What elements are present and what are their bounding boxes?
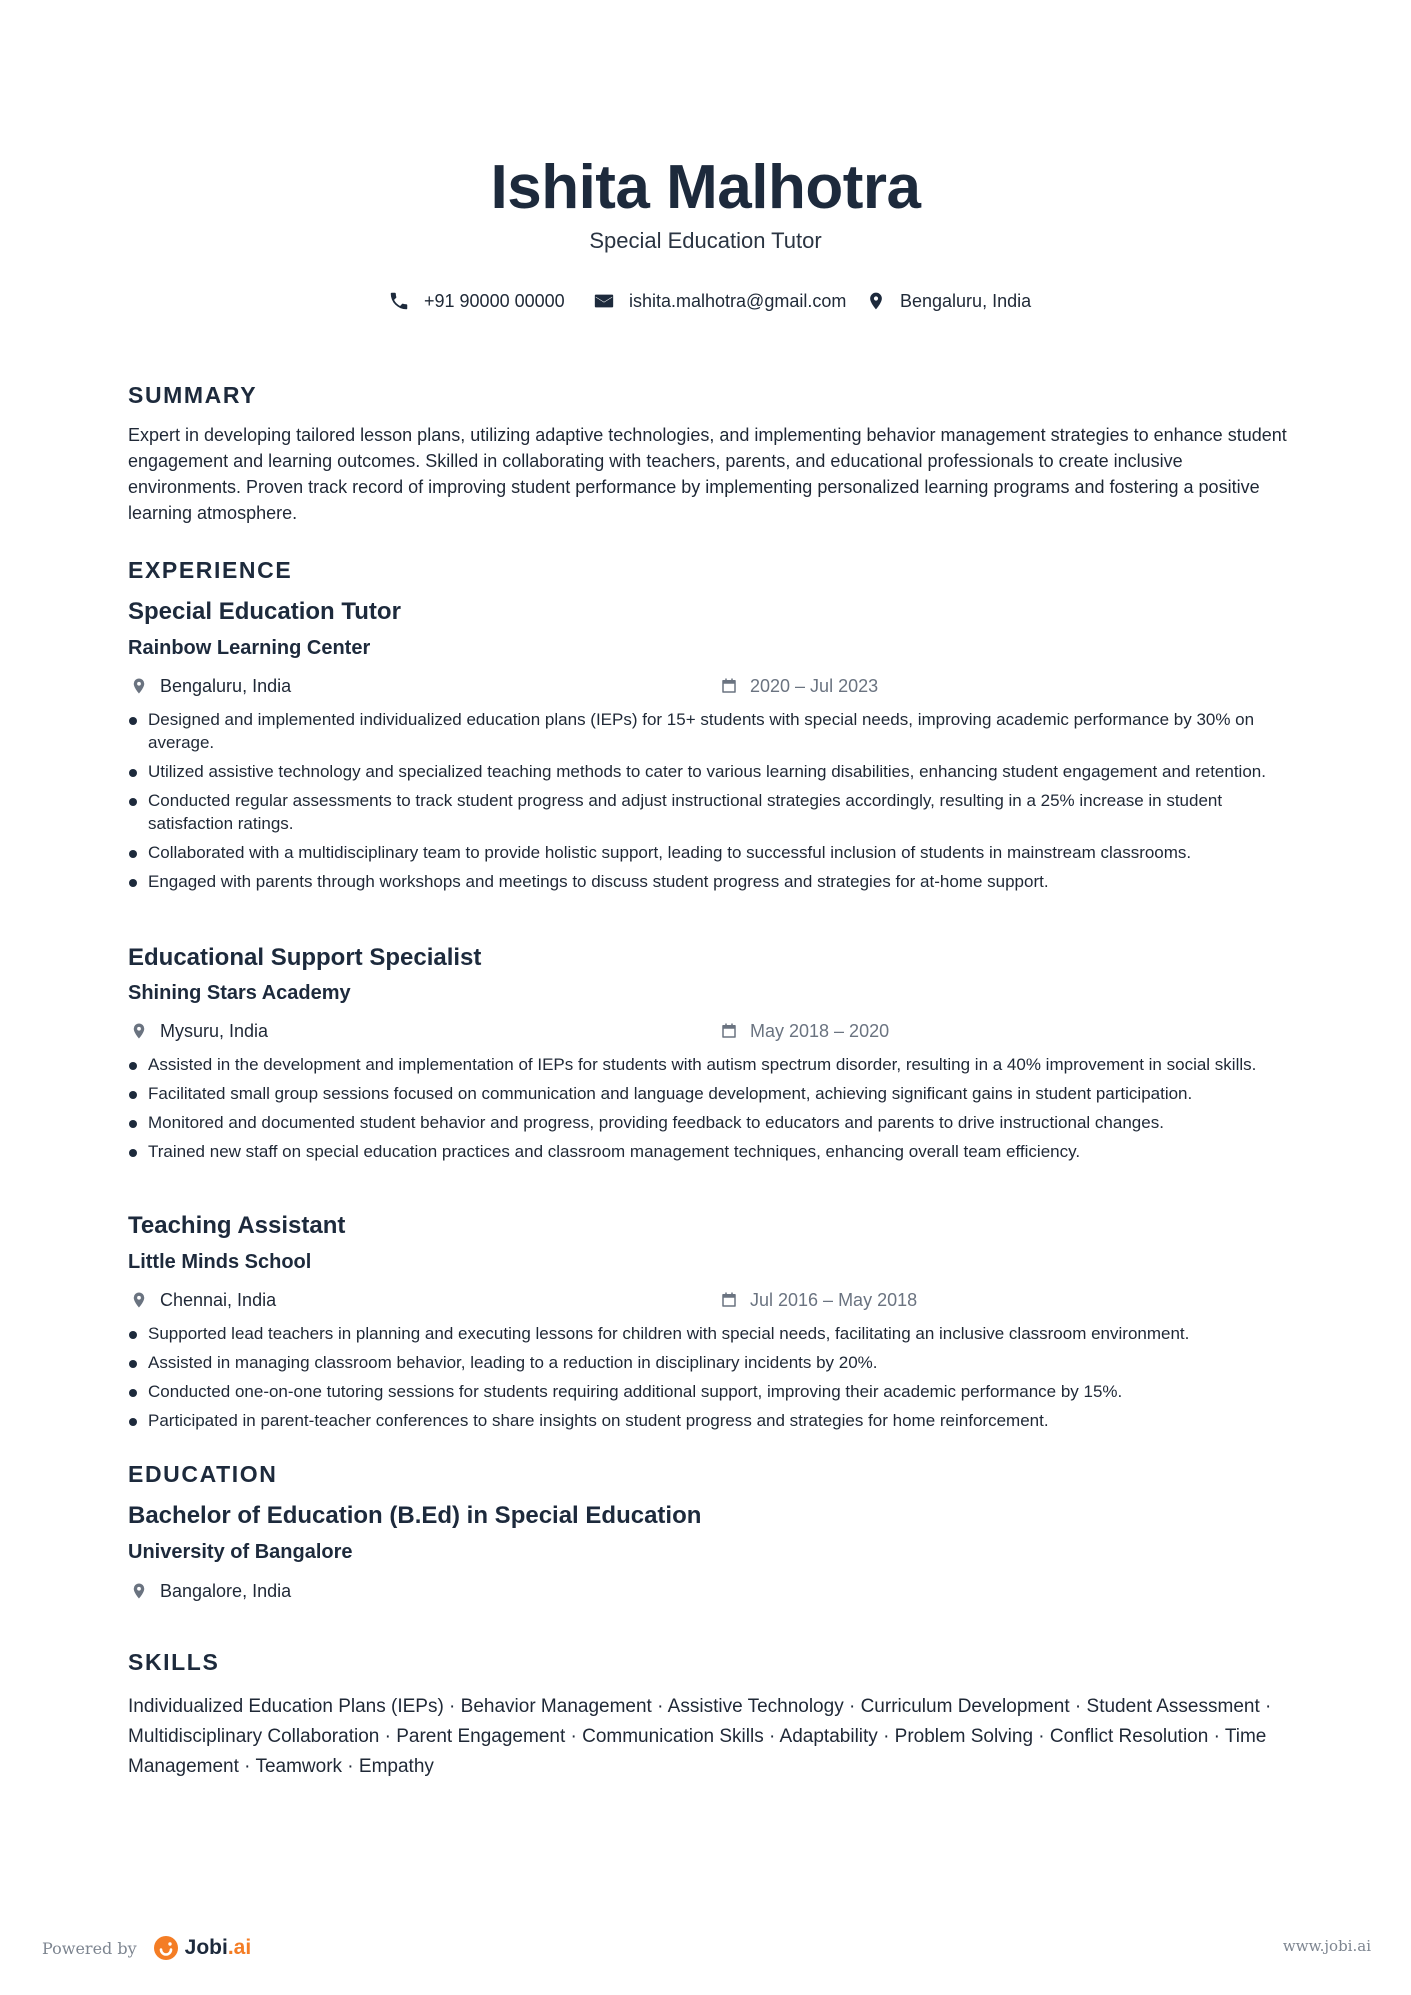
company-name: Little Minds School — [128, 1251, 312, 1273]
summary-text: Expert in developing tailored lesson plans, utilizing adaptive technologies, and implementing behavior management strategies to enhance student engagement and learning outcomes. Skilled in collaborating with teachers, parents, and educational professionals to create inclusive environments. Proven track record of improving student performance by implementing personalized learning programs and fostering a positive learning atmosphere. — [128, 425, 1287, 523]
job-title: Teaching Assistant — [128, 1212, 346, 1239]
candidate-name: Ishita Malhotra — [490, 153, 921, 222]
calendar-icon — [720, 677, 738, 695]
calendar-icon — [720, 1291, 738, 1309]
jobi-wordmark: Jobi.ai — [184, 1936, 252, 1959]
experience-heading: EXPERIENCE — [128, 557, 293, 583]
location-text: Bengaluru, India — [900, 290, 1032, 311]
jobi-logo[interactable] — [153, 1935, 252, 1961]
location-pin-icon — [130, 1581, 148, 1601]
summary-heading: SUMMARY — [128, 382, 258, 408]
job-location: Bengaluru, India — [130, 673, 291, 699]
location-pin-icon — [866, 290, 886, 312]
location-pin-icon — [130, 1290, 148, 1310]
powered-by — [42, 1933, 251, 1963]
location-pin-icon — [130, 1021, 148, 1041]
list-item: Collaborated with a multidisciplinary team to provide holistic support, leading to successful inclusion of students in mainstream classrooms. — [128, 841, 1288, 864]
contact-phone — [388, 286, 565, 316]
list-item: Designed and implemented individualized education plans (IEPs) for 15+ students with special needs, improving academic performance by 30% on average. — [128, 708, 1288, 754]
powered-by-label: Powered by — [42, 1938, 137, 1958]
phone-text: +91 90000 00000 — [424, 290, 565, 311]
job-dates: Jul 2016 – May 2018 — [720, 1287, 917, 1313]
job-bullets — [128, 1322, 1288, 1438]
skills-heading: SKILLS — [128, 1649, 220, 1675]
contact-location — [866, 286, 1031, 316]
job-dates: 2020 – Jul 2023 — [720, 673, 878, 699]
list-item: Trained new staff on special education practices and classroom management techniques, enhancing overall team efficiency. — [128, 1140, 1288, 1163]
education-heading: EDUCATION — [128, 1461, 278, 1487]
skills-list: Individualized Education Plans (IEPs) · Behavior Management · Assistive Technology · Curriculum Development · Student Assessment · Multidisciplinary Collaboration · Parent Engagement · Communication Skills · Adaptability · Problem Solving · Conflict Resolution · Time Management · Teamwork · Empathy — [128, 1696, 1272, 1777]
list-item: Supported lead teachers in planning and executing lessons for children with special needs, facilitating an inclusive classroom environment. — [128, 1322, 1288, 1345]
school-location: Bangalore, India — [130, 1578, 291, 1604]
candidate-role: Special Education Tutor — [589, 228, 822, 253]
email-icon — [593, 290, 615, 312]
list-item: Monitored and documented student behavior and progress, providing feedback to educators and parents to drive instructional changes. — [128, 1111, 1288, 1134]
list-item: Participated in parent-teacher conferences to share insights on student progress and strategies for home reinforcement. — [128, 1409, 1288, 1432]
job-bullets — [128, 1053, 1288, 1169]
list-item: Assisted in the development and implementation of IEPs for students with autism spectrum disorder, resulting in a 40% improvement in social skills. — [128, 1053, 1288, 1076]
job-location: Mysuru, India — [130, 1018, 268, 1044]
phone-icon — [388, 290, 410, 312]
school-name: University of Bangalore — [128, 1541, 353, 1563]
email-text: ishita.malhotra@gmail.com — [629, 290, 847, 311]
degree-title: Bachelor of Education (B.Ed) in Special Education — [128, 1502, 702, 1529]
company-name: Shining Stars Academy — [128, 982, 351, 1004]
contact-email — [593, 286, 846, 316]
list-item: Utilized assistive technology and specialized teaching methods to cater to various learning disabilities, enhancing student engagement and retention. — [128, 760, 1288, 783]
job-location: Chennai, India — [130, 1287, 276, 1313]
list-item: Assisted in managing classroom behavior, leading to a reduction in disciplinary incidents by 20%. — [128, 1351, 1288, 1374]
list-item: Conducted regular assessments to track student progress and adjust instructional strategies accordingly, resulting in a 25% increase in student satisfaction ratings. — [128, 789, 1288, 835]
list-item: Conducted one-on-one tutoring sessions for students requiring additional support, improving their academic performance by 15%. — [128, 1380, 1288, 1403]
list-item: Engaged with parents through workshops and meetings to discuss student progress and strategies for at-home support. — [128, 870, 1288, 893]
list-item: Facilitated small group sessions focused on communication and language development, achieving significant gains in student participation. — [128, 1082, 1288, 1105]
location-pin-icon — [130, 676, 148, 696]
calendar-icon — [720, 1022, 738, 1040]
job-title: Educational Support Specialist — [128, 944, 482, 971]
site-link[interactable]: www.jobi.ai — [1282, 1937, 1371, 1955]
company-name: Rainbow Learning Center — [128, 637, 371, 659]
jobi-logo-icon — [153, 1935, 179, 1961]
job-title: Special Education Tutor — [128, 598, 401, 625]
job-dates: May 2018 – 2020 — [720, 1018, 889, 1044]
job-bullets — [128, 708, 1288, 899]
